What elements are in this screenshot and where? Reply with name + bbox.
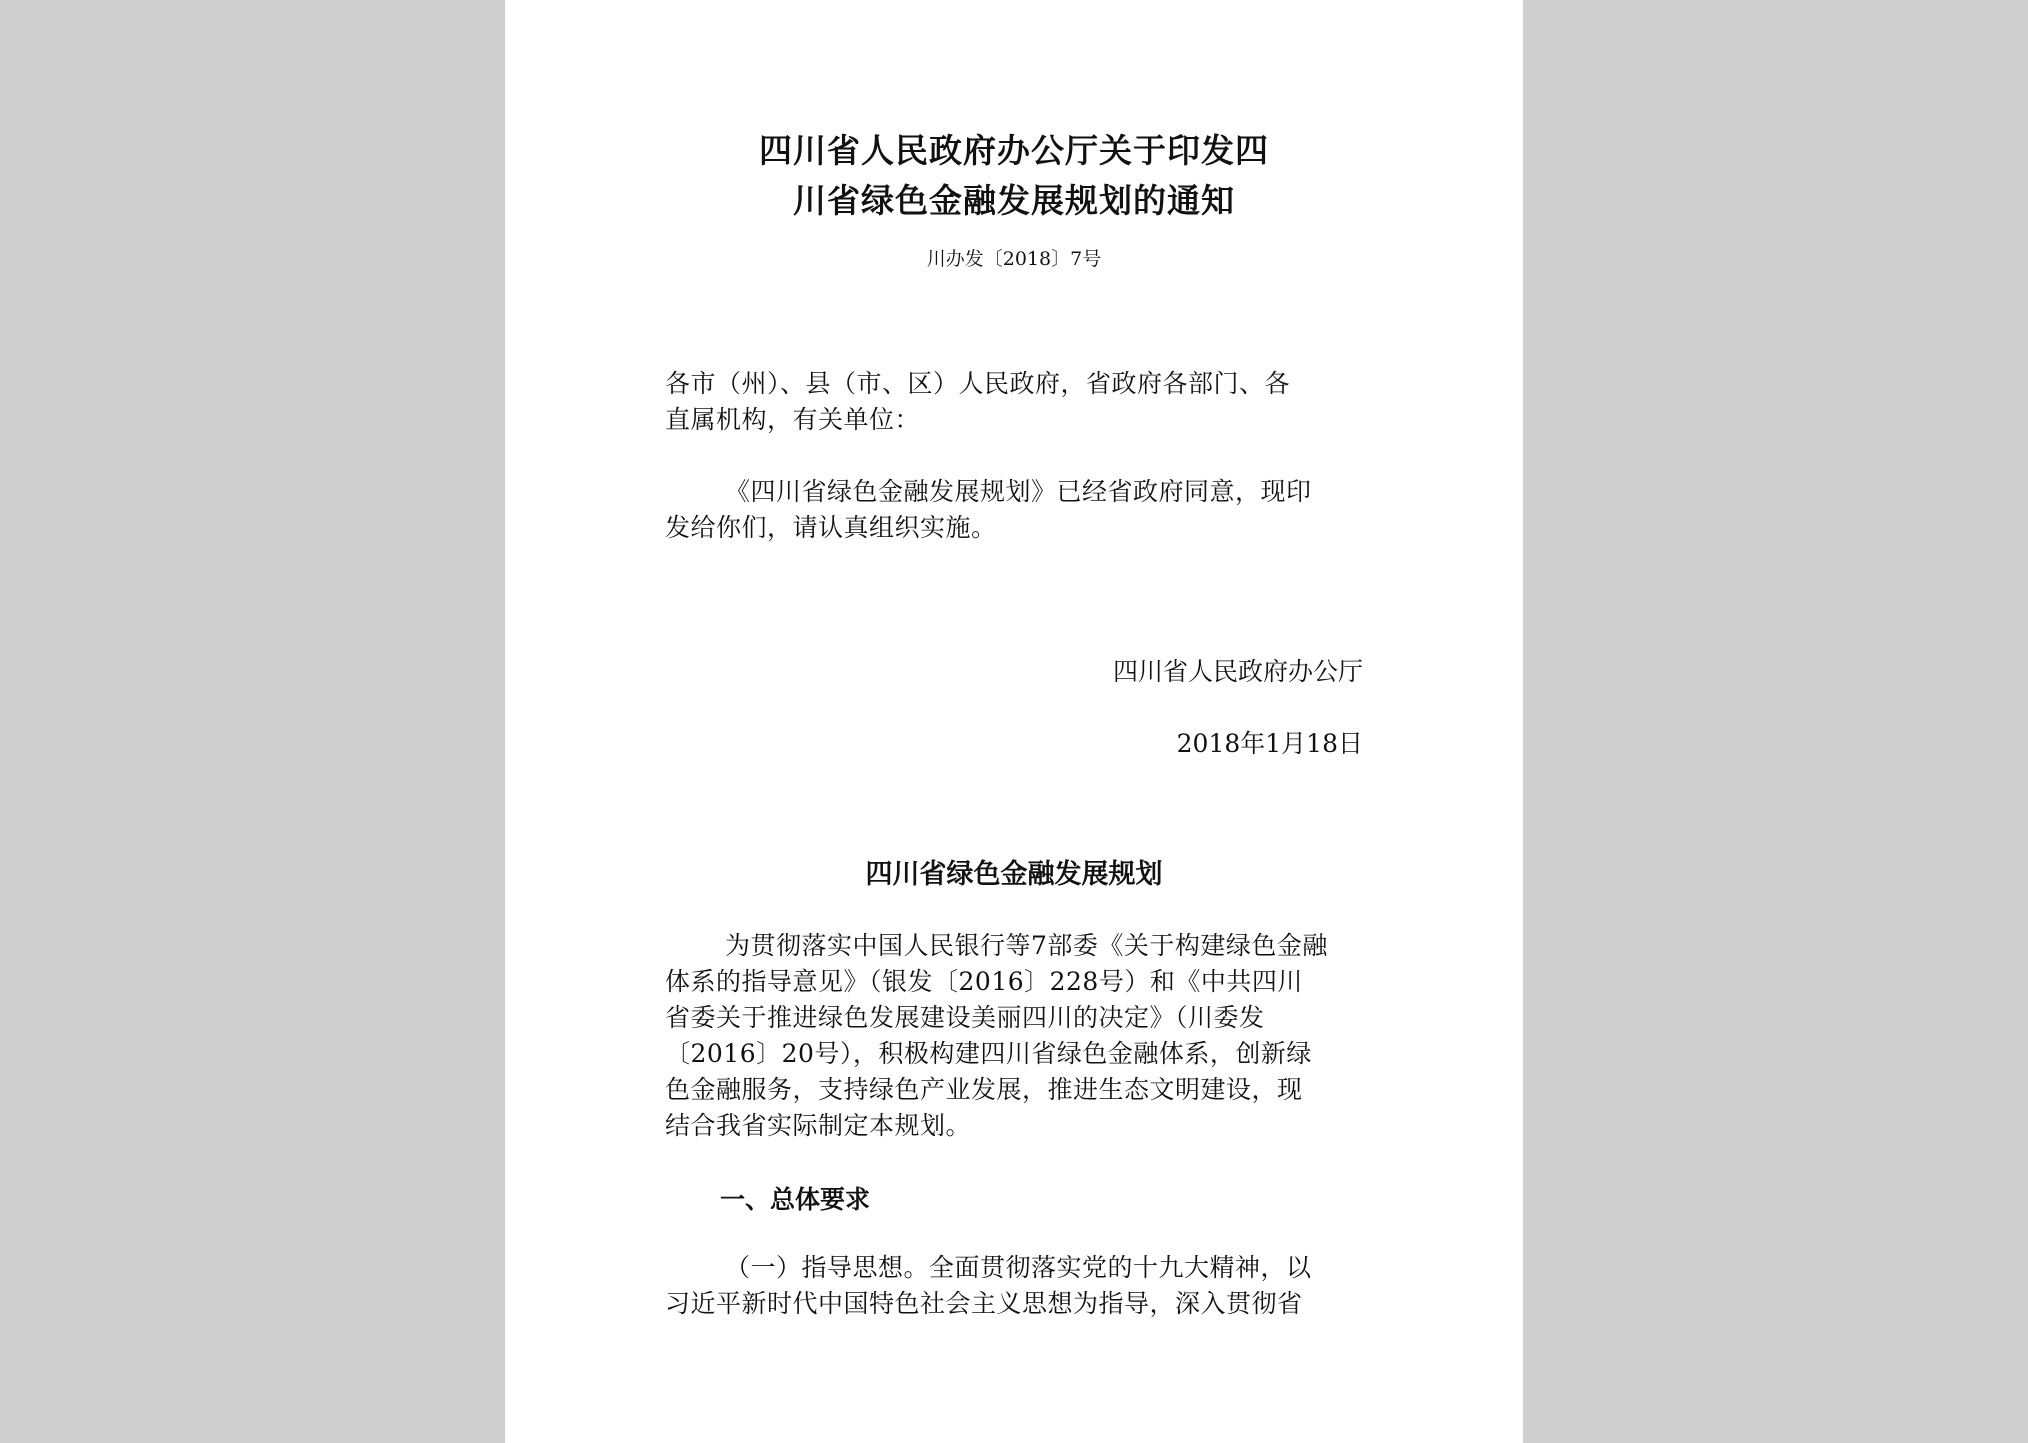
intro-line: 〔2016〕20号），积极构建四川省绿色金融体系，创新绿: [665, 1039, 1312, 1068]
intro-line: 省委关于推进绿色发展建设美丽四川的决定》（川委发: [665, 1003, 1265, 1032]
section-heading: 一、总体要求: [720, 1185, 871, 1214]
intro-line: 体系的指导意见》（银发〔2016〕228号）和《中共四川: [665, 967, 1303, 996]
document-title-line-2: 川省绿色金融发展规划的通知: [793, 181, 1235, 220]
intro-line: 色金融服务，支持绿色产业发展，推进生态文明建设，现: [665, 1075, 1303, 1104]
notice-line-2: 发给你们，请认真组织实施。: [665, 513, 997, 542]
notice-line-1: 《四川省绿色金融发展规划》已经省政府同意，现印: [725, 477, 1312, 506]
document-page: [505, 0, 1523, 1443]
document-title-line-1: 四川省人民政府办公厅关于印发四: [759, 131, 1269, 170]
document-number: 川办发〔2018〕7号: [926, 248, 1102, 270]
guiding-line-2: 习近平新时代中国特色社会主义思想为指导，深入贯彻省: [665, 1289, 1303, 1318]
addressee-line-2: 直属机构，有关单位：: [665, 405, 921, 434]
issuer-signature: 四川省人民政府办公厅: [1112, 657, 1363, 686]
issue-date: 2018年1月18日: [1176, 729, 1363, 758]
addressee-line-1: 各市（州）、县（市、区）人民政府，省政府各部门、各: [665, 369, 1291, 398]
guiding-line-1: （一）指导思想。全面贯彻落实党的十九大精神，以: [725, 1253, 1312, 1282]
intro-line: 为贯彻落实中国人民银行等7部委《关于构建绿色金融: [725, 931, 1328, 960]
plan-title: 四川省绿色金融发展规划: [865, 859, 1163, 890]
intro-line: 结合我省实际制定本规划。: [665, 1111, 972, 1140]
